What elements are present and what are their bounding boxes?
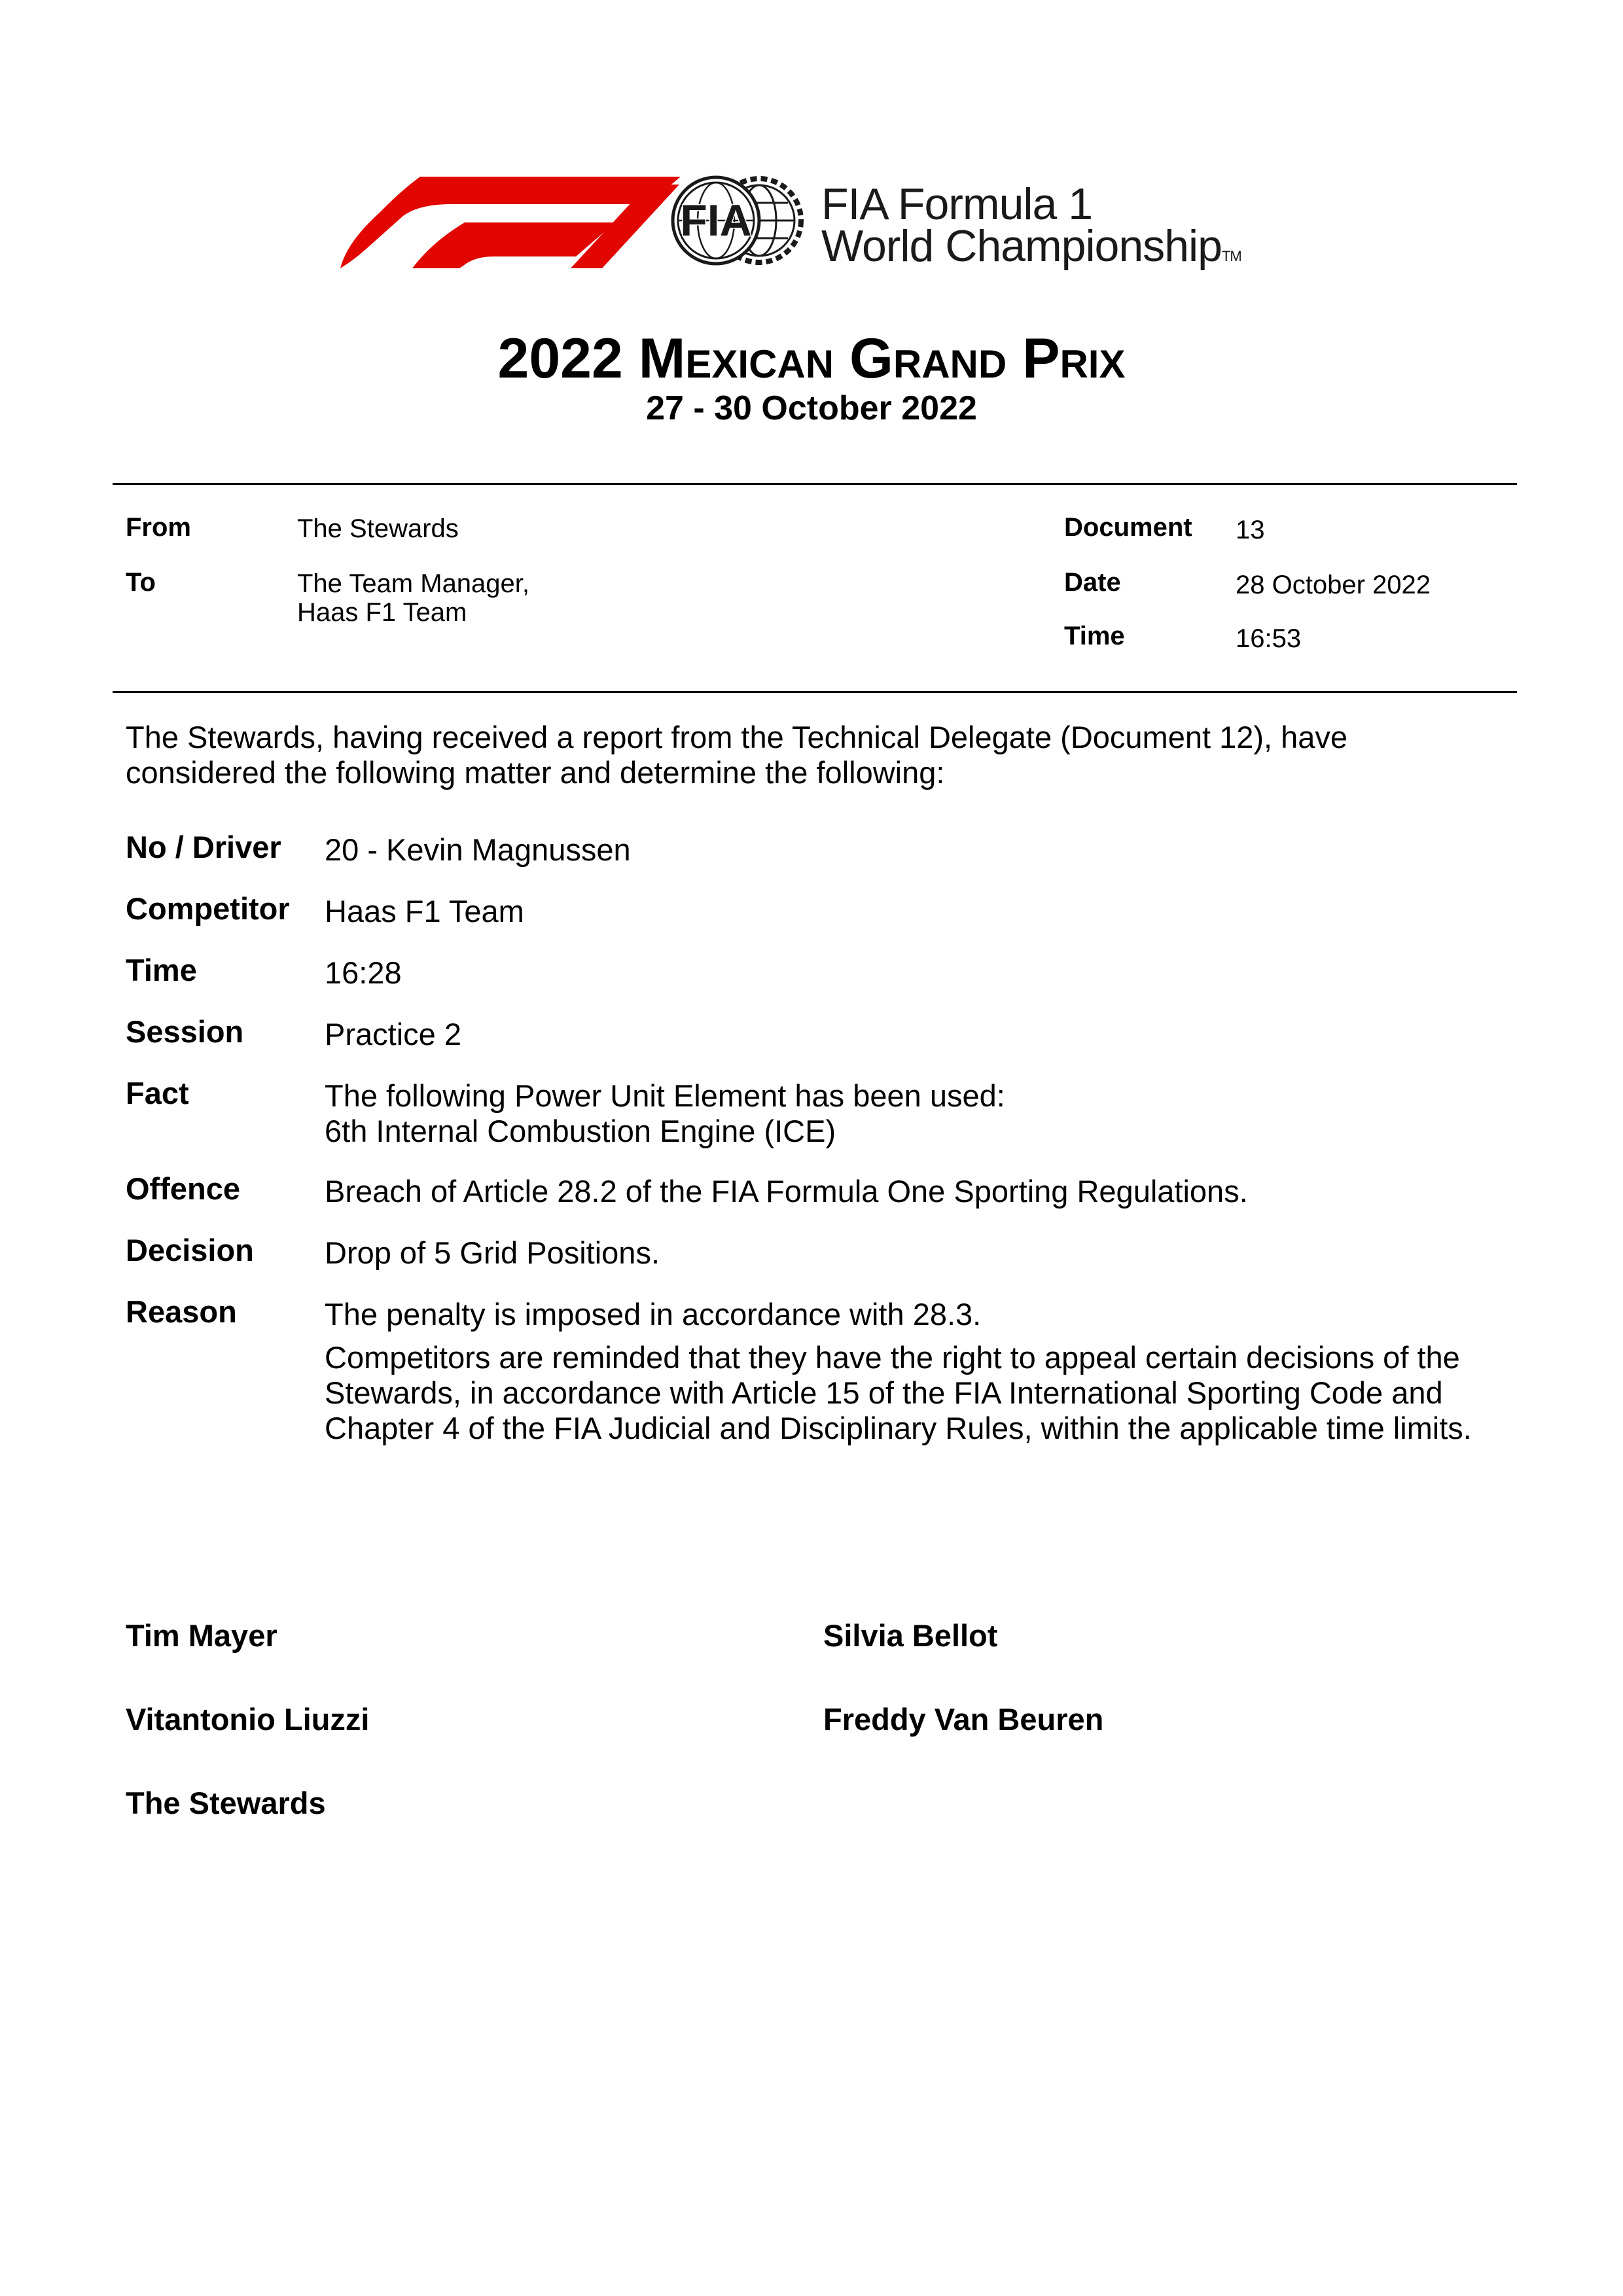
session-label: Session bbox=[126, 1014, 244, 1049]
date-label: Date bbox=[1064, 568, 1121, 597]
decision-value: Drop of 5 Grid Positions. bbox=[325, 1235, 660, 1270]
reason-label: Reason bbox=[126, 1294, 237, 1329]
fact-label: Fact bbox=[126, 1076, 189, 1110]
date-value: 28 October 2022 bbox=[1236, 571, 1431, 599]
offence-label: Offence bbox=[126, 1171, 240, 1206]
decision-label: Decision bbox=[126, 1233, 254, 1267]
to-label: To bbox=[126, 568, 156, 597]
incident-time-label: Time bbox=[126, 953, 197, 987]
to-value-line-2: Haas F1 Team bbox=[297, 598, 467, 627]
logo-line-2-text: World Championship bbox=[821, 221, 1222, 271]
event-title bbox=[0, 327, 1623, 390]
to-value-line-1: The Team Manager, bbox=[297, 569, 530, 598]
fact-line-2: 6th Internal Combustion Engine (ICE) bbox=[325, 1114, 836, 1148]
steward-name-3: Vitantonio Liuzzi bbox=[126, 1702, 370, 1737]
steward-name-1: Tim Mayer bbox=[126, 1618, 277, 1653]
fia-f1-logo bbox=[340, 171, 1322, 276]
offence-value: Breach of Article 28.2 of the FIA Formula One Sporting Regulations. bbox=[325, 1174, 1248, 1209]
reason-value bbox=[325, 1297, 1503, 1446]
logo-line-2 bbox=[821, 221, 1241, 271]
appeal-notice: Competitors are reminded that they have the right to appeal certain decisions of the Stewards, in accordance with Article 15 of the FIA International Sporting Code and Chapter 4 of the FIA Judicial and Disciplinary Rules, within the applicable time limits. bbox=[325, 1340, 1472, 1445]
driver-label: No / Driver bbox=[126, 830, 281, 864]
time-value: 16:53 bbox=[1236, 624, 1302, 653]
steward-name-2: Silvia Bellot bbox=[823, 1618, 998, 1653]
steward-name-4: Freddy Van Beuren bbox=[823, 1702, 1104, 1737]
driver-value: 20 - Kevin Magnussen bbox=[325, 832, 631, 867]
fact-line-1: The following Power Unit Element has been used: bbox=[325, 1078, 1005, 1113]
to-value bbox=[297, 569, 529, 627]
header-bottom-rule bbox=[113, 691, 1517, 693]
reason-line-1: The penalty is imposed in accordance with 28.3. bbox=[325, 1297, 982, 1332]
fia-globe-emblem-icon bbox=[669, 171, 806, 270]
header-top-rule bbox=[113, 483, 1517, 485]
fact-value bbox=[325, 1078, 1522, 1149]
from-value: The Stewards bbox=[297, 514, 459, 543]
event-year: 2022 bbox=[497, 327, 623, 390]
competitor-label: Competitor bbox=[126, 891, 290, 926]
time-label: Time bbox=[1064, 622, 1125, 650]
event-name: Mexican Grand Prix bbox=[638, 327, 1126, 390]
trademark-mark: TM bbox=[1221, 248, 1241, 264]
intro-paragraph: The Stewards, having received a report from the Technical Delegate (Document 12), have considered the following matter and determine the following: bbox=[126, 720, 1348, 790]
fia-emblem-text: FIA bbox=[680, 196, 752, 245]
incident-time-value: 16:28 bbox=[325, 955, 402, 990]
logo-line-1: FIA Formula 1 bbox=[821, 179, 1093, 229]
document-number: 13 bbox=[1236, 516, 1265, 544]
competitor-value: Haas F1 Team bbox=[325, 894, 524, 928]
f1-logo-icon bbox=[340, 177, 681, 268]
stewards-closing: The Stewards bbox=[126, 1786, 326, 1820]
document-label: Document bbox=[1064, 513, 1192, 542]
session-value: Practice 2 bbox=[325, 1017, 461, 1051]
from-label: From bbox=[126, 513, 191, 542]
event-dates: 27 - 30 October 2022 bbox=[646, 389, 977, 427]
